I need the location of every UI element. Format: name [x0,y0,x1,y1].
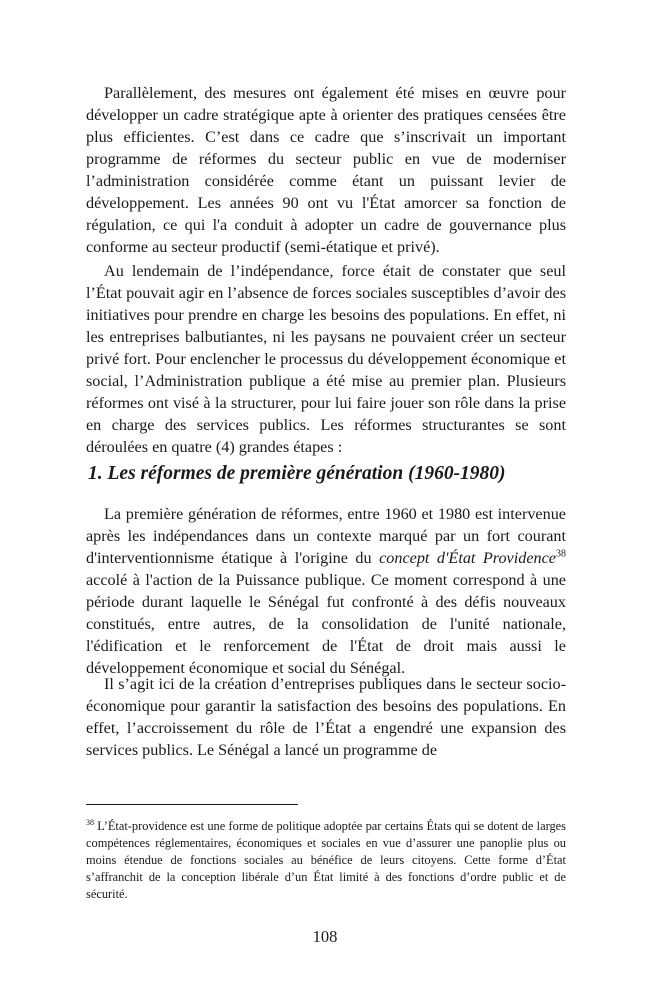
paragraph-premiere-generation [86,503,566,679]
paragraph-text-start: La première génération de réformes, entre 1960 et 1980 est intervenue après les indépendances dans un contexte marqué par un fort courant d'interventionnisme étatique à l'origine du [86,505,566,567]
footnote [86,818,566,903]
italic-term: concept d'État Providence [379,549,556,567]
paragraph-entreprises-publiques: Il s’agit ici de la création d’entreprises publiques dans le secteur socio-économique pour garantir la satisfaction des besoins des populations. En effet, l’accroissement du rôle de l’État a engendré une expansion des services publics. Le Sénégal a lancé un programme de [86,675,566,759]
footnote-separator [86,804,298,805]
footnote-number: 38 [86,817,94,827]
paragraph-text-end: accolé à l'action de la Puissance publique. Ce moment correspond à une période durant laquelle le Sénégal fut confronté à des défis nouveaux constitués, entre autres, de la consolidation de l'unité nationale, l'édification et le renforcement de l'État de droit mais aussi le développement économique et social du Sénégal. [86,571,566,677]
footnote-reference[interactable]: 38 [555,548,566,560]
paragraph-independance: Au lendemain de l’indépendance, force était de constater que seul l’État pouvait agir en l’absence de forces sociales susceptibles d’avoir des initiatives pour prendre en charge les besoins des populations. En effet, ni les entreprises balbutiantes, ni les paysans ne pouvaient créer un secteur privé fort. Pour enclencher le processus du développement économique et social, l’Administration publique a été mise au premier plan. Plusieurs réformes ont visé à la structurer, pour lui faire jouer son rôle dans la prise en charge des services publics. Les réformes structurantes se sont déroulées en quatre (4) grandes étapes : [86,262,566,456]
paragraph-reformes-90: Parallèlement, des mesures ont également été mises en œuvre pour développer un cadre stratégique apte à orienter des pratiques censées être plus efficientes. C’est dans ce cadre que s’inscrivait un important programme de réformes du secteur public en vue de moderniser l’administration considérée comme étant un puissant levier de développement. Les années 90 ont vu l'État amorcer sa fonction de régulation, ce qui l'a conduit à adopter un cadre de gouvernance plus conforme au secteur productif (semi-étatique et privé). [86,84,566,256]
section-heading: 1. Les réformes de première génération (1960-1980) [88,463,506,484]
page-number: 108 [312,927,338,946]
footnote-text: L’État-providence est une forme de politique adoptée par certains États qui se dotent de larges compétences réglementaires, économiques et sociales en vue d’assurer une panoplie plus ou moins étendue de fonctions sociales au bénéfice de leurs citoyens. Cette forme d’État s’affranchit de la conception libérale d’un État limité à des fonctions d’ordre public et de sécurité. [86,819,566,901]
